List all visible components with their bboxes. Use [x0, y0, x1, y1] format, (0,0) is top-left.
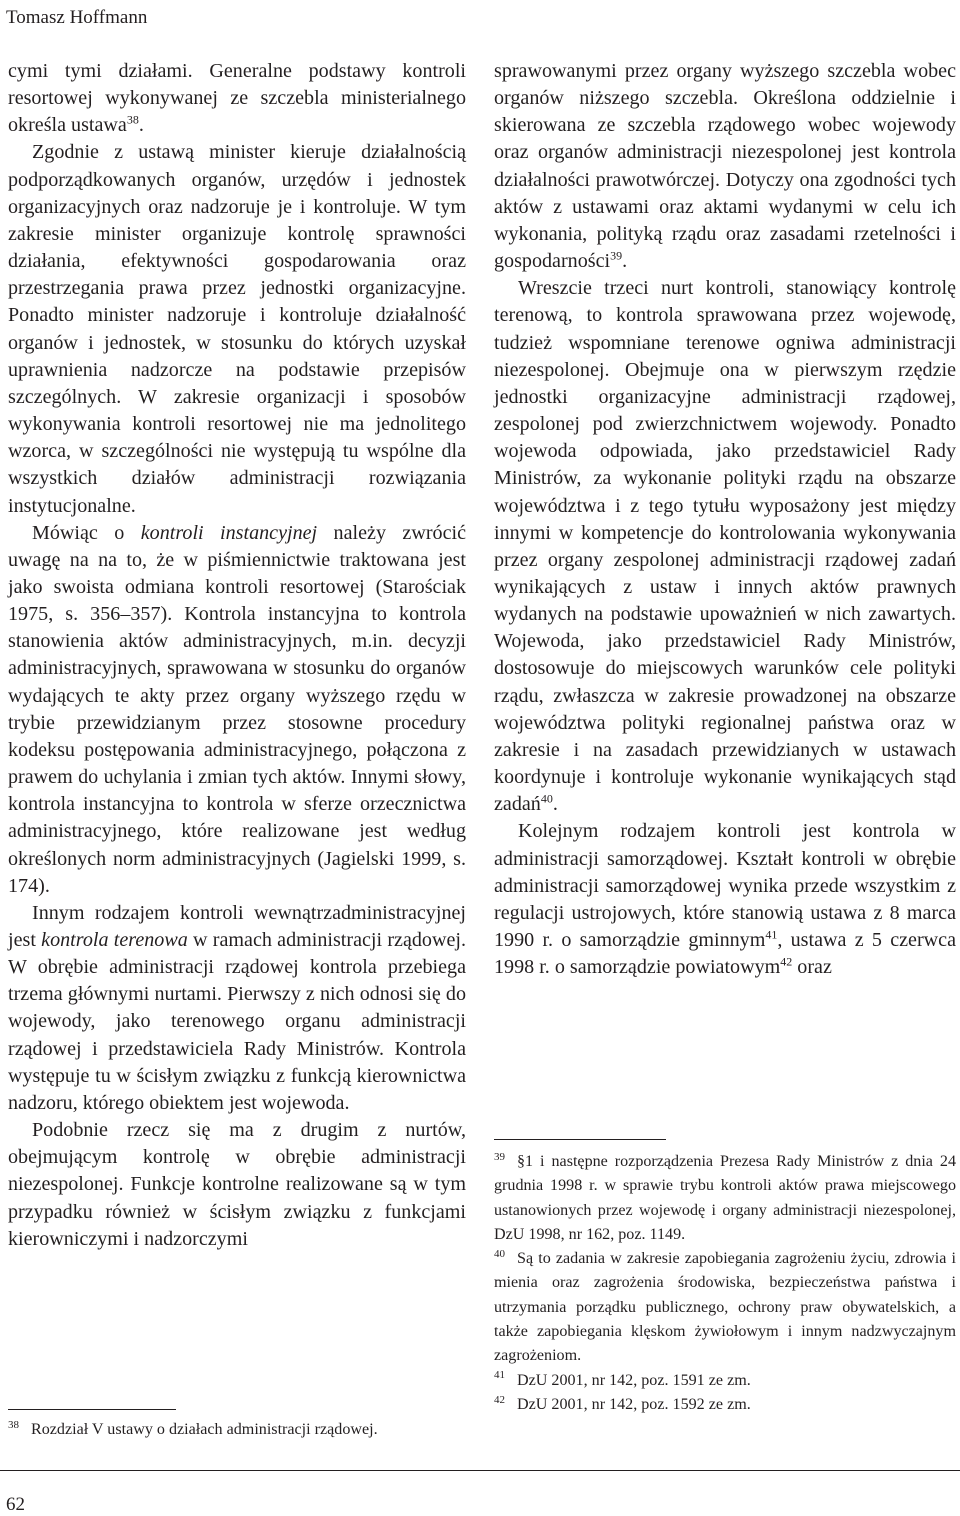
paragraph-text: Wreszcie trzeci nurt kontroli, stanowiący kontrolę terenową, to kontrola sprawowana przez wojewodę, tudzież wspomniane terenowe ogniwa administracji niezespolonej. Obejmuje ona w pierwszym rzędzie jednostki organizacyjne administracji rządowej, zespolonej pod zwierzchnictwem wojewody. Ponadto wojewoda odpowiada, jako przedstawiciel Rady Ministrów, za wykonanie polityki rządu na obszarze województwa i z tego tytułu wyposażony jest między innymi w kompetencje do kontrolowania wykonywania przez organy zespolonej administracji rządowej zadań wynikających z ustaw i innych aktów prawnych wydanych na podstawie upoważnień w nich zawartych. Wojewoda, jako przedstawiciel Rady Ministrów, dostosowuje do miejscowych warunków cele polityki rządu, zwłaszcza w zakresie prowadzonej na obszarze województwa polityki regionalnej państwa oraz w zakresie i na zasadach przewidzianych w ustawach koordynuje i kontroluje wykonanie wynikających stąd zadań — [494, 277, 956, 816]
footnote — [494, 1369, 956, 1393]
paragraph-text: należy zwrócić uwagę na na to, że w piśmiennictwie traktowana jest jako swoista odmiana kontroli resortowej (Starościak 1975, s. 356–357). Kontrola instancyjna to kontrola stanowienia aktów administracyjnych, m.in. decyzji administracyjnych, sprawowana w stosunku do organów wydających te akty przez organy wyższego rzędu w trybie przewidzianym przez stosowne procedury kodeksu postępowania administracyjnego, połączona z prawem do uchylania i zmian tych aktów. Innymi słowy, kontrola instancyjna to kontrola w sferze orzecznictwa administracyjnego, które realizowane jest według określonych norm administracyjnych (Jagielski 1999, s. 174). — [8, 521, 466, 897]
paragraph — [8, 900, 466, 1117]
page-number: 62 — [6, 1494, 25, 1515]
footnote-number: 39 — [494, 1150, 505, 1163]
running-head-author: Tomasz Hoffmann — [6, 7, 148, 28]
footnote-text: DzU 2001, nr 142, poz. 1592 ze zm. — [517, 1395, 751, 1413]
footnote-ref[interactable]: 38 — [126, 112, 139, 127]
paragraph-text: . — [622, 250, 628, 273]
paragraph-text: cymi tymi działami. Generalne podstawy kontroli resortowej wykonywanej ze szczebla ministerialnego określa ustawa — [8, 60, 466, 137]
footnote — [494, 1247, 956, 1368]
paragraph-text: oraz — [792, 956, 832, 979]
paragraph-text: w ramach administracji rządowej. W obrębie administracji rządowej kontrola przebiega trzema głównymi nurtami. Pierwszy z nich odnosi się do wojewody, jako terenowego organu administracji rządowej i przedstawiciela Rady Ministrów. Kontrola występuje tu w ścisłym związku z funkcją kierownictwa nadzoru, którego obiektem jest wojewoda. — [8, 929, 466, 1114]
left-column — [8, 58, 466, 1253]
footnote-number: 42 — [494, 1393, 505, 1406]
paragraph-text: , ustawa z 5 czerwca 1998 r. o samorządzie powiatowym — [494, 929, 956, 979]
page-bottom-rule — [0, 1470, 960, 1471]
paragraph — [494, 818, 956, 981]
footnotes-left — [8, 1418, 468, 1442]
footnotes-right — [494, 1150, 956, 1417]
paragraph — [494, 58, 956, 275]
footnote-text: Są to zadania w zakresie zapobiegania zagrożeniu życiu, zdrowia i mienia oraz zagrożenia środowiska, bezpieczeństwa państwa i utrzymania porządku publicznego, ochrony praw obywatelskich, a także zapobiegania klęskom żywiołowym i innym nadzwyczajnym zagrożeniom. — [494, 1250, 956, 1365]
footnote-divider — [494, 1139, 666, 1140]
footnote-text: DzU 2001, nr 142, poz. 1591 ze zm. — [517, 1371, 751, 1389]
footnote — [494, 1393, 956, 1417]
footnote — [494, 1150, 956, 1247]
paragraph — [8, 520, 466, 900]
paragraph — [494, 275, 956, 818]
footnote-divider — [8, 1409, 176, 1410]
footnote-text: Rozdział V ustawy o działach administracji rządowej. — [31, 1421, 378, 1438]
paragraph-text: Mówiąc o — [32, 521, 141, 544]
paragraph: Zgodnie z ustawą minister kieruje działalnością podporządkowanych organów, urzędów i jednostek organizacyjnych oraz nadzoruje je i kontroluje. W tym zakresie minister organizuje kontrolę sprawności działania, efektywności gospodarowania oraz przestrzegania prawa przez jednostki organizacyjne. Ponadto minister nadzoruje i kontroluje działalność organów i jednostek, w stosunku do których uzyskał uprawnienia nadzorcze na podstawie przepisów szczególnych. W zakresie organizacji i sposobów wykonywania kontroli resortowej nie ma jednolitego wzorca, w szczególności nie występują tu wspólne dla wszystkich działów administracji rozwiązania instytucjonalne. — [8, 141, 466, 517]
paragraph: Podobnie rzecz się ma z drugim z nurtów, obejmującym kontrolę w obrębie administracji niezespolonej. Funkcje kontrolne realizowane są w tym przypadku również w ścisłym związku z funkcjami kierowniczymi i nadzorczymi — [8, 1119, 466, 1250]
paragraph-text: . — [138, 114, 144, 137]
emphasis-term: kontrola terenowa — [41, 929, 188, 951]
paragraph — [8, 58, 466, 139]
footnote-number: 40 — [494, 1247, 505, 1260]
paragraph-text: . — [552, 793, 558, 816]
footnote-ref[interactable]: 42 — [780, 954, 793, 969]
paragraph-text: sprawowanymi przez organy wyższego szczebla wobec organów niższego szczebla. Określona oddzielnie i skierowana ze szczebla rządowego wobec wojewody oraz organów administracji niezespolonej jest kontrola działalności prawotwórczej. Dotyczy ona zgodności tych aktów z ustawami oraz aktami wydanymi w celu ich wykonania, polityką rządu oraz zasadami rzetelności i gospodarności — [494, 60, 956, 273]
footnote-text: §1 i następne rozporządzenia Prezesa Rady Ministrów z dnia 24 grudnia 1998 r. w sprawie trybu kontroli aktów prawa miejscowego ustanowionych przez wojewodę i organy administracji niezespolonej, DzU 1998, nr 162, poz. 1149. — [494, 1153, 956, 1243]
footnote-ref[interactable]: 39 — [610, 248, 623, 263]
paragraph-text: Innym rodzajem kontroli wewnątrzadministracyjnej jest — [8, 901, 466, 951]
footnote — [8, 1418, 468, 1442]
footnote-number: 41 — [494, 1369, 505, 1382]
footnote-number: 38 — [8, 1418, 19, 1431]
footnote-ref[interactable]: 41 — [765, 927, 778, 942]
paragraph-text: Kolejnym rodzajem kontroli jest kontrola w administracji samorządowej. Kształt kontroli w obrębie administracji samorządowej wynika przede wszystkim z regulacji ustrojowych, które stanowią ustawa z 8 marca 1990 r. o samorządzie gminnym — [494, 820, 956, 951]
emphasis-term: kontroli instancyjnej — [140, 521, 318, 544]
footnote-ref[interactable]: 40 — [540, 791, 553, 806]
right-column — [494, 58, 956, 981]
